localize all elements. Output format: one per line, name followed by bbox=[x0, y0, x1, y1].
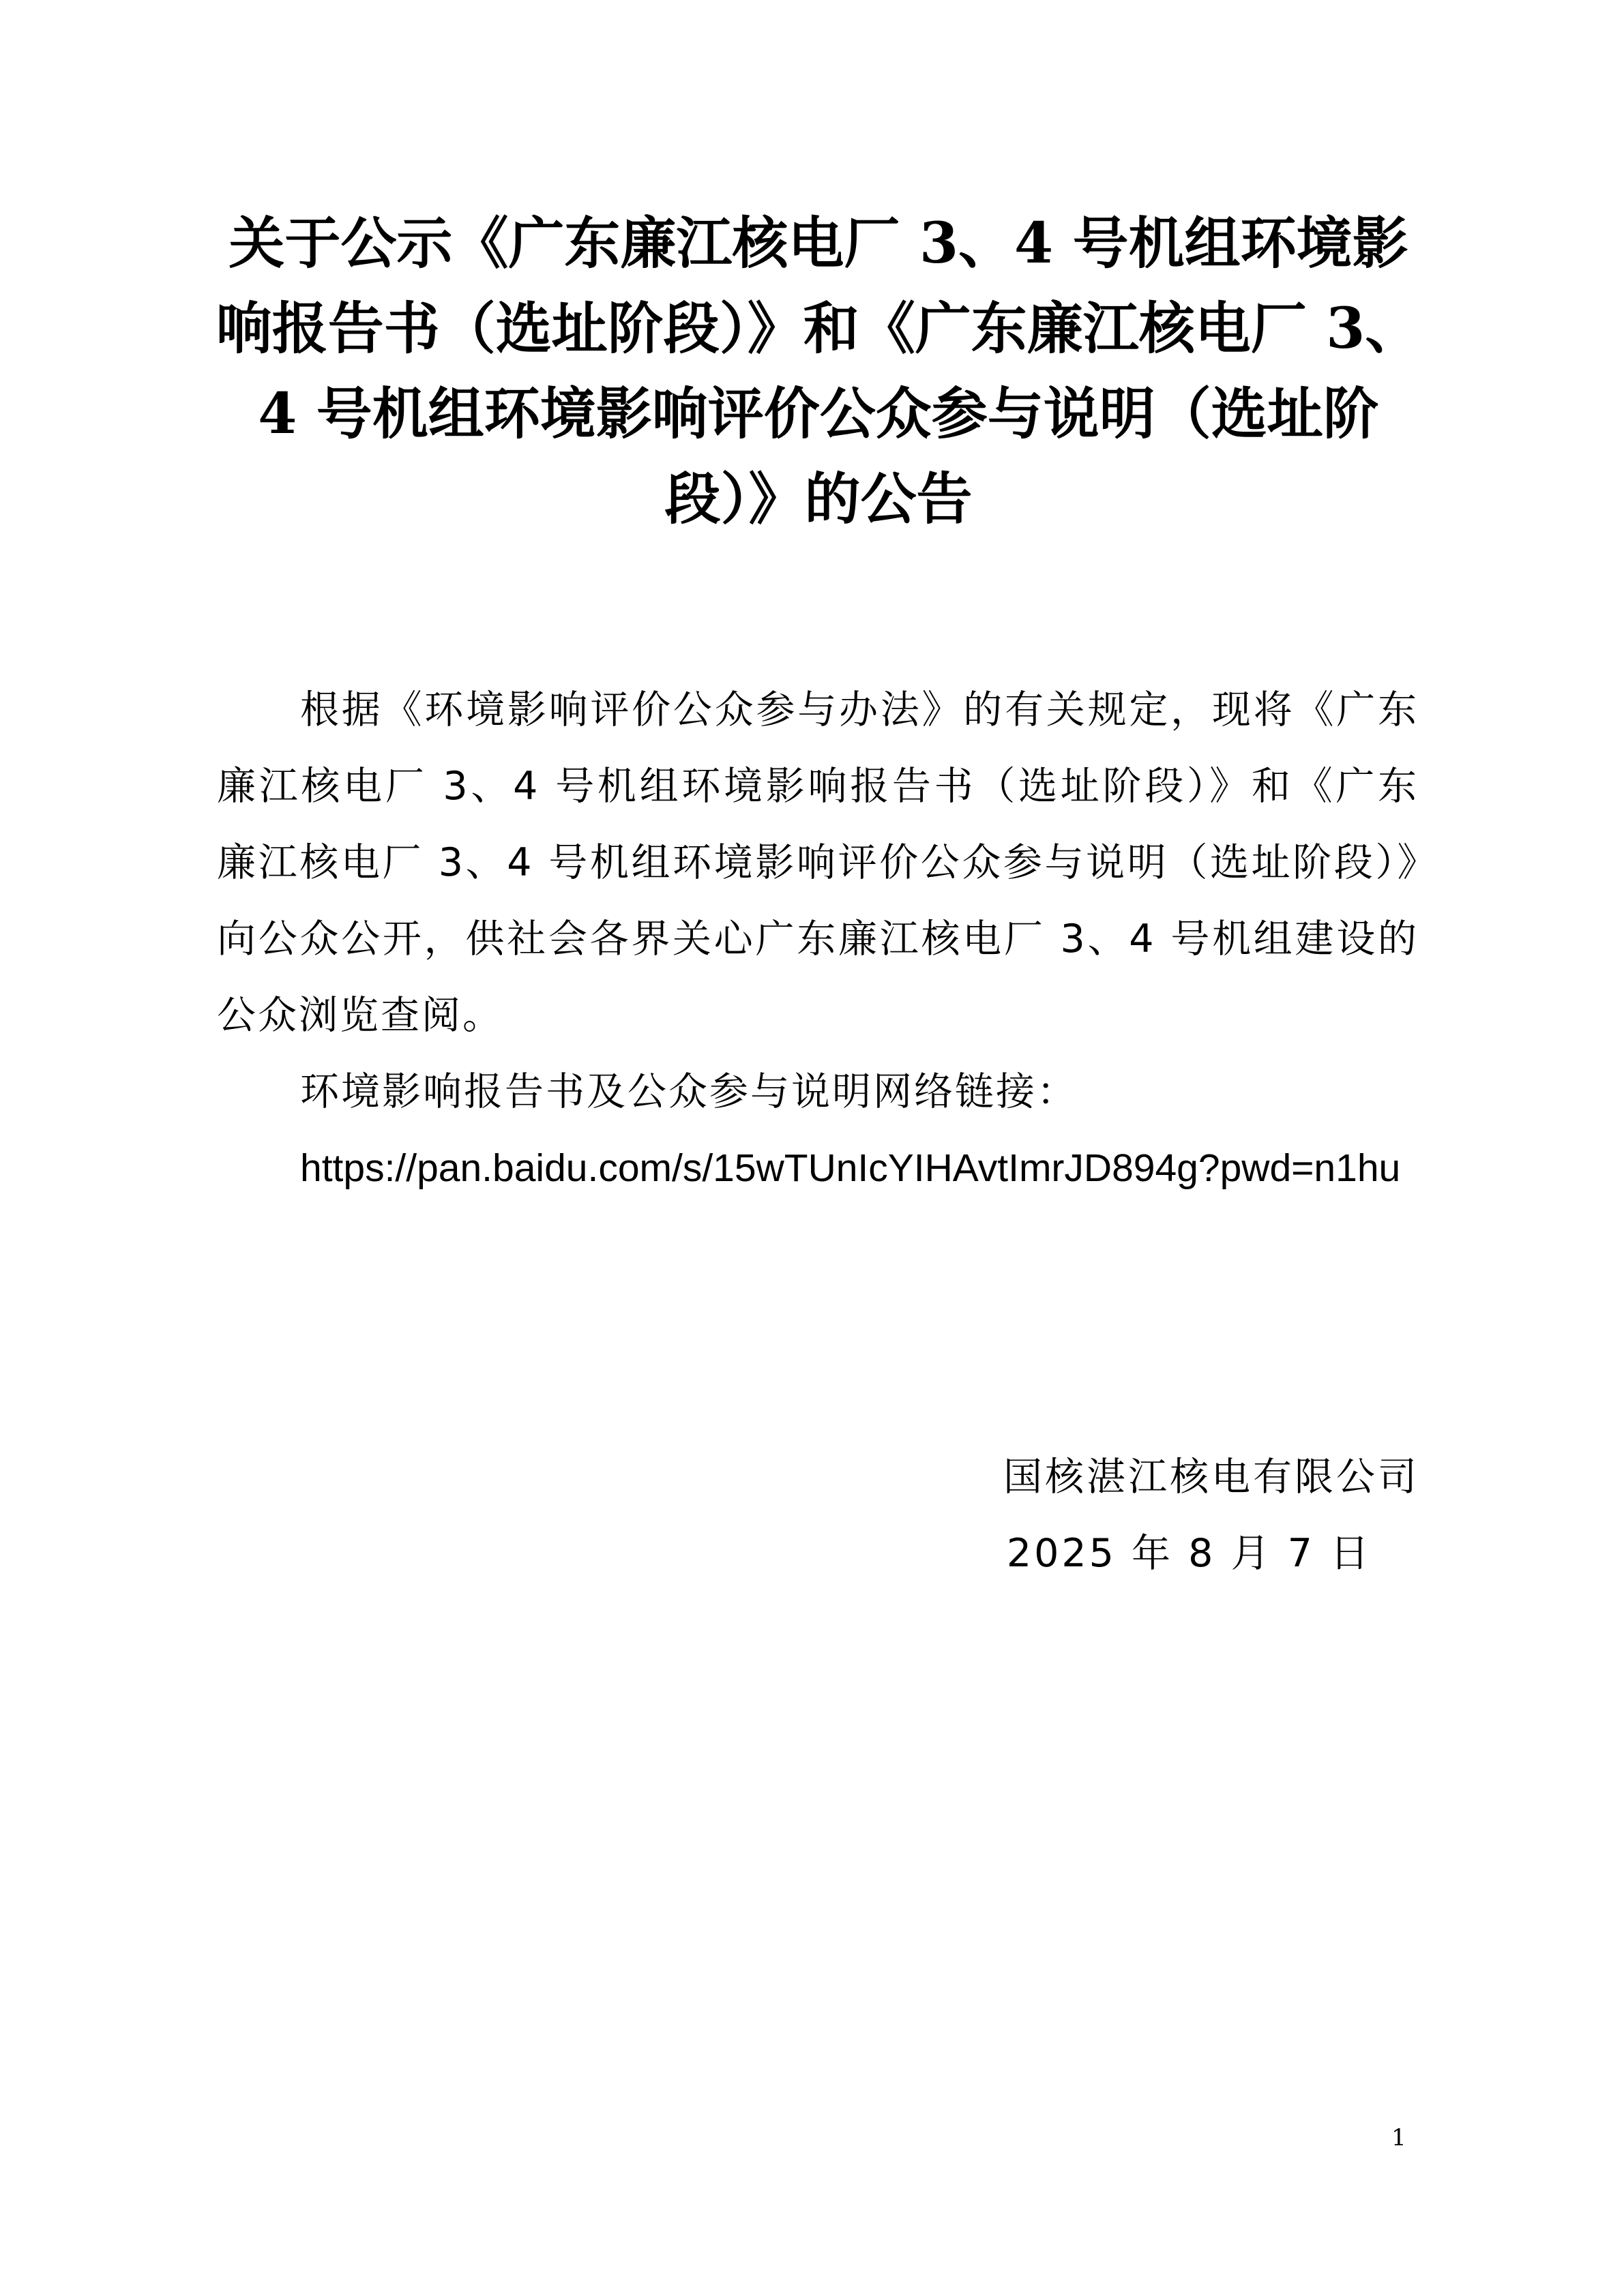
title-line-1: 关于公示《广东廉江核电厂 3、4 号机组环境影 bbox=[228, 211, 1408, 276]
document-body bbox=[217, 672, 1419, 1206]
signature-organization: 国核湛江核电有限公司 bbox=[1003, 1455, 1419, 1500]
page-title bbox=[205, 201, 1432, 542]
page-number: 1 bbox=[1391, 2124, 1406, 2151]
title-line-3: 4 号机组环境影响评价公众参与说明（选址阶 bbox=[258, 381, 1379, 447]
link-intro-paragraph: 环境影响报告书及公众参与说明网络链接： bbox=[300, 1069, 1078, 1114]
title-line-4: 段）》的公告 bbox=[664, 466, 973, 532]
title-line-2: 响报告书（选址阶段）》和《广东廉江核电厂 3、 bbox=[216, 296, 1421, 361]
announcement-paragraph: 根据《环境影响评价公众参与办法》的有关规定，现将《广东廉江核电厂 3、4 号机组环境影响报告书（选址阶段）》和《广东廉江核电厂 3、4 号机组环境影响评价公众参与说明（选址阶段）》向公众公开，供社会各界关心广东廉江核电厂 3、4 号机组建设的公众浏览查阅。 bbox=[217, 687, 1419, 1038]
signature-block bbox=[806, 1439, 1419, 1592]
download-link[interactable]: https://pan.baidu.com/s/15wTUnIcYIHAvtImrJD894g?pwd=n1hu bbox=[300, 1146, 1401, 1190]
signature-date: 2025 年 8 月 7 日 bbox=[1006, 1531, 1372, 1576]
